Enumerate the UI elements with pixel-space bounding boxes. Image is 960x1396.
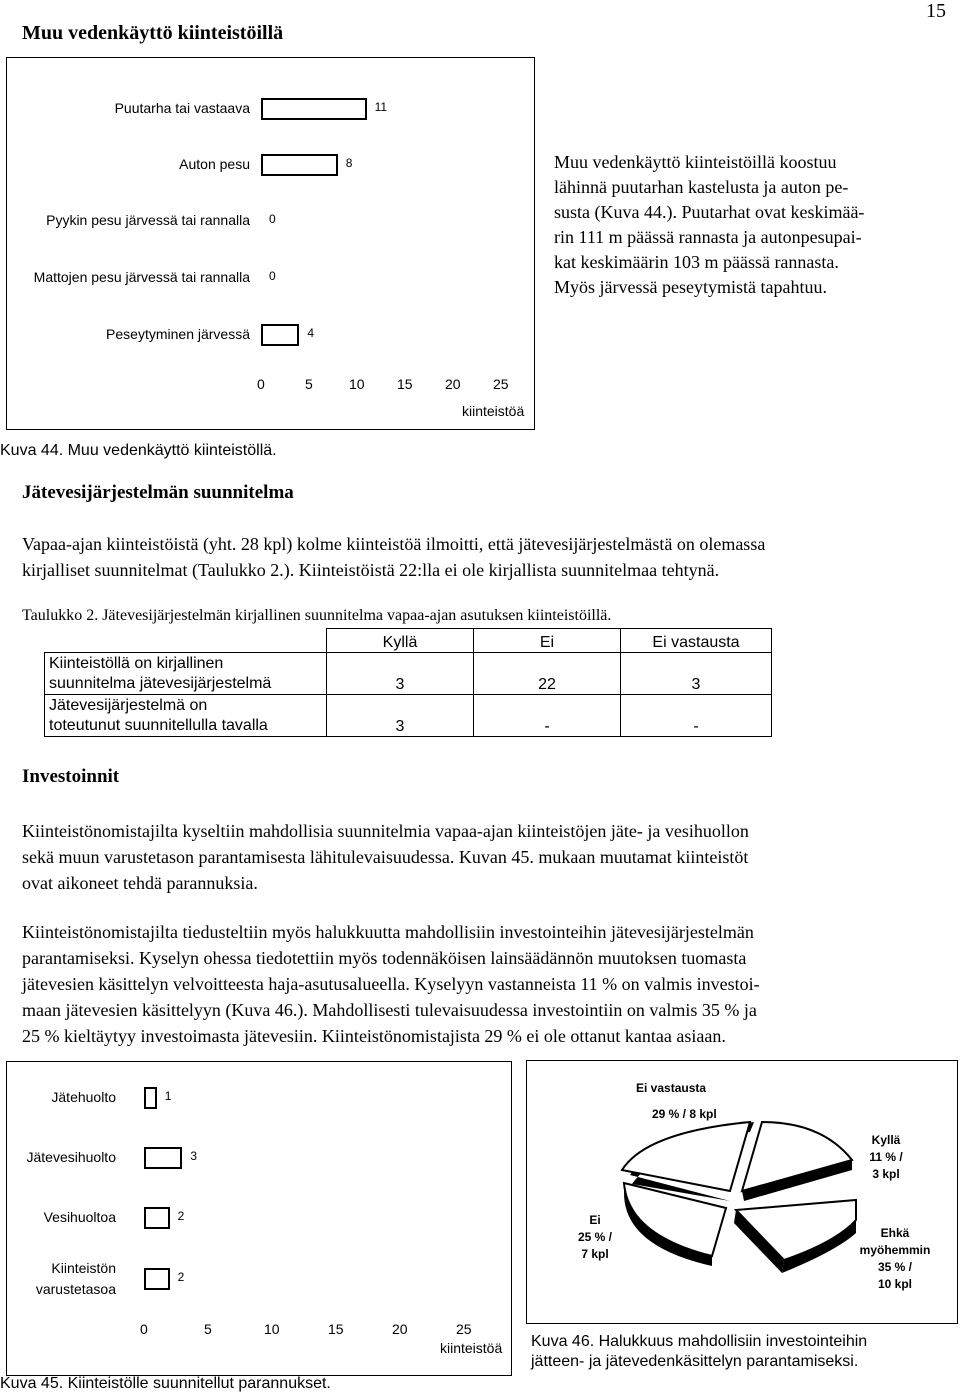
bar bbox=[261, 154, 338, 176]
description-line: lähinnä puutarhan kastelusta ja auton pe- bbox=[554, 177, 849, 197]
bar-category-label: Jätehuolto bbox=[51, 1089, 116, 1105]
figure-45-caption: Kuva 45. Kiinteistölle suunnitellut parannukset. bbox=[0, 1375, 331, 1392]
bar bbox=[261, 98, 367, 120]
axis-tick-label: 0 bbox=[257, 376, 265, 392]
bar-category-label: Jätevesihuolto bbox=[26, 1149, 116, 1165]
axis-tick-label: 20 bbox=[445, 376, 461, 392]
figure-46-caption: Kuva 46. Halukkuus mahdollisiin investointeihin jätteen- ja jätevedenkäsittelyn parantamiseksi. bbox=[531, 1333, 868, 1370]
pie-label-ei-vastausta-value: 29 % / 8 kpl bbox=[652, 1107, 717, 1121]
table-row bbox=[45, 695, 772, 737]
table-2-caption: Taulukko 2. Jätevesijärjestelmän kirjallinen suunnitelma vapaa-ajan asutuksen kiinteistöillä. bbox=[22, 607, 612, 624]
pie-slice-ehka-myohemmin-top bbox=[736, 1200, 856, 1260]
section-title: Muu vedenkäyttö kiinteistöillä bbox=[22, 22, 284, 44]
description-line: susta (Kuva 44.). Puutarhat ovat keskimää- bbox=[554, 202, 865, 222]
axis-tick-label: 10 bbox=[349, 376, 365, 392]
paragraph-line: Kiinteistönomistajilta tiedusteltiin myös halukkuutta mahdollisiin investointeihin jätevesijärjestelmän bbox=[22, 922, 754, 942]
paragraph-investoinnit-1 bbox=[22, 818, 952, 896]
paragraph-line: sekä muun varustetason parantamisesta lähitulevaisuudessa. Kuvan 45. mukaan muutamat kiinteistöt bbox=[22, 847, 749, 867]
axis-tick-label: 10 bbox=[264, 1321, 280, 1337]
bar-category-label: Puutarha tai vastaava bbox=[114, 100, 250, 116]
chart-44-description bbox=[554, 150, 954, 300]
paragraph-line: ovat aikoneet tehdä parannuksia. bbox=[22, 873, 258, 893]
table-header-ei: Ei bbox=[474, 629, 621, 653]
paragraph-line: jätevesien käsittelyn velvoitteesta haja-asutusalueella. Kyselyyn vastanneista 11 % on valmis investoi- bbox=[22, 974, 760, 994]
paragraph-line: Vapaa-ajan kiinteistöistä (yht. 28 kpl) kolme kiinteistöä ilmoitti, että jätevesijärjestelmästä on olemassa bbox=[22, 534, 766, 554]
bar-category-label: Auton pesu bbox=[179, 156, 250, 172]
paragraph-line: parantamiseksi. Kyselyn ohessa tiedotettiin myös todennäköisen lainsäädännön muutoksen tuomasta bbox=[22, 948, 747, 968]
axis-tick-label: 15 bbox=[397, 376, 413, 392]
paragraph-line: kirjalliset suunnitelmat (Taulukko 2.). Kiinteistöistä 22:lla ei ole kirjallista suunnitelmaa tehtynä. bbox=[22, 560, 720, 580]
page-number: 15 bbox=[926, 0, 946, 22]
axis-tick-label: 25 bbox=[493, 376, 509, 392]
axis-tick-label: 0 bbox=[140, 1321, 148, 1337]
figure-44-caption: Kuva 44. Muu vedenkäyttö kiinteistöllä. bbox=[0, 442, 277, 459]
paragraph-investoinnit-2 bbox=[22, 919, 952, 1049]
table-cell: - bbox=[621, 695, 772, 737]
table-cell: 22 bbox=[474, 653, 621, 695]
table-row bbox=[45, 653, 772, 695]
description-line: kat keskimäärin 103 m päässä rannasta. bbox=[554, 252, 839, 272]
bar-category-label: Kiinteistön varustetasoa bbox=[35, 1260, 116, 1297]
bar-value-label: 2 bbox=[177, 1270, 185, 1284]
pie-label-kylla: Kyllä 11 % / 3 kpl bbox=[869, 1133, 903, 1181]
paragraph-line: Kiinteistönomistajilta kyseltiin mahdollisia suunnitelmia vapaa-ajan kiinteistöjen jäte- ja vesihuollon bbox=[22, 821, 749, 841]
axis-tick-label: 15 bbox=[328, 1321, 344, 1337]
paragraph-line: 25 % kieltäytyy investoimasta jätevesiin. Kiinteistönomistajista 29 % ei ole ottanut kantaa asiaan. bbox=[22, 1026, 726, 1046]
bar-value-label: 3 bbox=[190, 1149, 198, 1163]
axis-tick-label: 25 bbox=[456, 1321, 472, 1337]
table-cell: 3 bbox=[327, 695, 474, 737]
table-header-ei-vastausta: Ei vastausta bbox=[621, 629, 772, 653]
axis-unit-label: kiinteistöä bbox=[440, 1340, 503, 1356]
heading-jatevesijarjestelma: Jätevesijärjestelmän suunnitelma bbox=[22, 482, 294, 503]
description-line: Muu vedenkäyttö kiinteistöillä koostuu bbox=[554, 152, 837, 172]
bar-value-label: 2 bbox=[177, 1209, 185, 1223]
bar-value-label: 0 bbox=[269, 269, 276, 283]
bar-category-label: Mattojen pesu järvessä tai rannalla bbox=[33, 269, 250, 285]
bar-category-label: Peseytyminen järvessä bbox=[106, 326, 250, 342]
table-2 bbox=[44, 628, 772, 737]
axis-tick-label: 5 bbox=[305, 376, 313, 392]
bar-value-label: 1 bbox=[164, 1089, 172, 1103]
pie-label-ei: Ei 25 % / 7 kpl bbox=[577, 1213, 613, 1261]
axis-tick-label: 20 bbox=[392, 1321, 408, 1337]
table-cell: 3 bbox=[327, 653, 474, 695]
bar-value-label: 11 bbox=[374, 100, 388, 114]
bar-category-label: Vesihuoltoa bbox=[43, 1209, 116, 1225]
axis-tick-label: 5 bbox=[204, 1321, 212, 1337]
axis-unit-label: kiinteistöä bbox=[462, 403, 525, 419]
pie-label-ei-vastausta: Ei vastausta bbox=[636, 1081, 707, 1095]
table-cell: 3 bbox=[621, 653, 772, 695]
chart-45-frame bbox=[6, 1061, 512, 1376]
row-label: Kiinteistöllä on kirjallinen suunnitelma jätevesijärjestelmä bbox=[45, 653, 327, 695]
bar bbox=[261, 324, 299, 346]
pie-label-ehka-myohemmin: Ehkä myöhemmin 35 % / 10 kpl bbox=[859, 1226, 931, 1291]
paragraph-line: maan jätevesien käsittelyyn (Kuva 46.). Mahdollisesti tulevaisuudessa investointiin on valmis 35 % ja bbox=[22, 1000, 757, 1020]
paragraph-suunnitelmat bbox=[22, 531, 952, 583]
table-header-kylla: Kyllä bbox=[327, 629, 474, 653]
heading-investoinnit: Investoinnit bbox=[22, 766, 120, 787]
bar-value-label: 0 bbox=[269, 212, 276, 226]
bar-category-label: Pyykin pesu järvessä tai rannalla bbox=[46, 212, 250, 228]
table-cell: - bbox=[474, 695, 621, 737]
bar-value-label: 8 bbox=[345, 156, 353, 170]
description-line: rin 111 m päässä rannasta ja autonpesupai- bbox=[554, 227, 862, 247]
description-line: Myös järvessä peseytymistä tapahtuu. bbox=[554, 277, 827, 297]
row-label: Jätevesijärjestelmä on toteutunut suunnitellulla tavalla bbox=[45, 695, 327, 737]
bar-value-label: 4 bbox=[307, 326, 315, 340]
